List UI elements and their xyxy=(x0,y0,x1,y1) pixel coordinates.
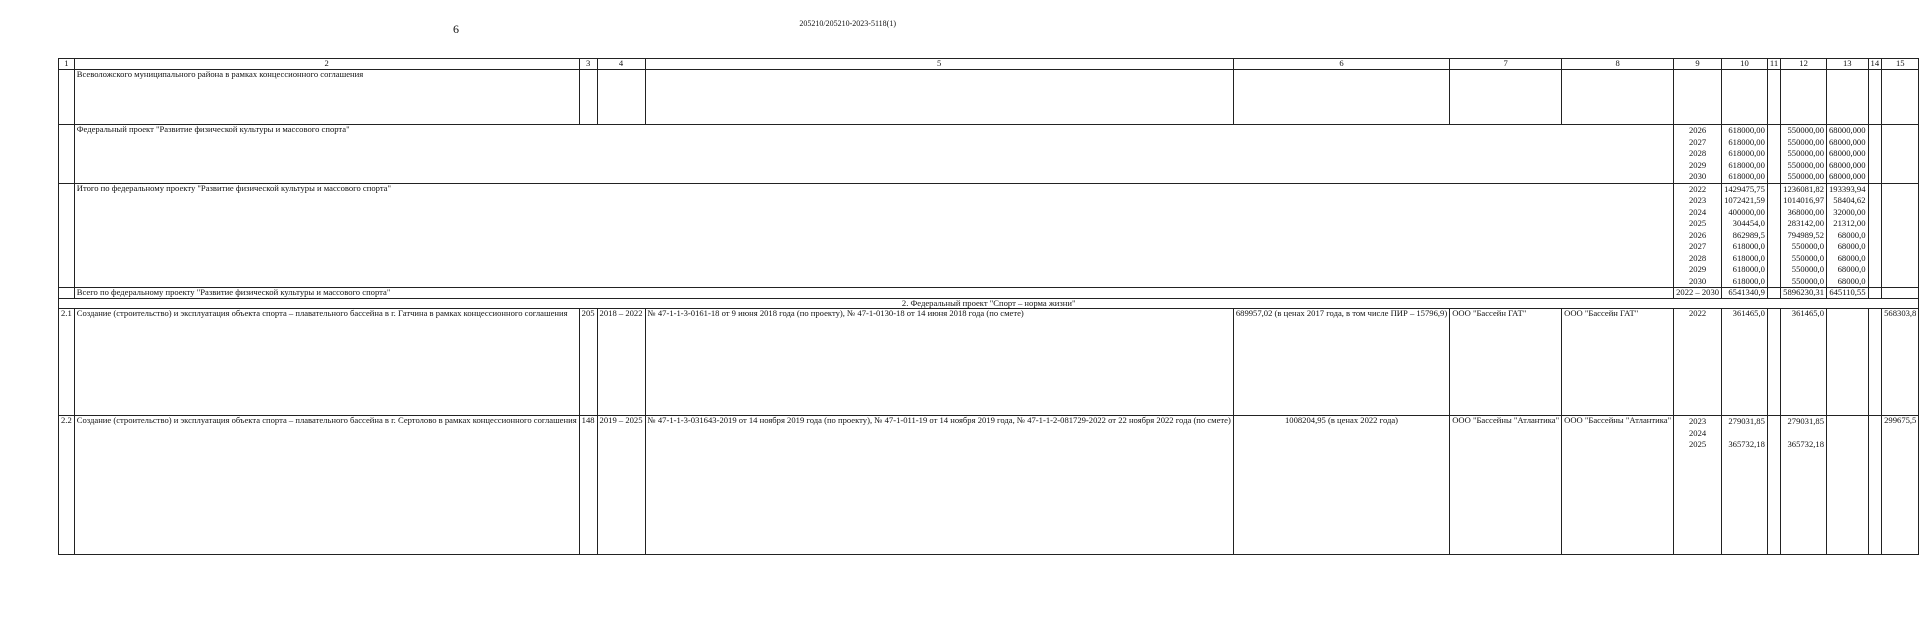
year-value: 2026 xyxy=(1688,125,1707,135)
table-row xyxy=(59,309,1919,416)
year-value: 2026 xyxy=(1688,229,1707,240)
col-header: 8 xyxy=(1562,59,1674,70)
total-cell: 6541340,9 xyxy=(1722,288,1768,299)
amount-value: 58404,62 xyxy=(1833,195,1866,205)
amount-value: 550000,0 xyxy=(1791,275,1824,286)
amount-value: 618000,0 xyxy=(1732,264,1765,274)
section-row xyxy=(59,298,1919,309)
years-cell xyxy=(1674,183,1722,288)
year-value: 2029 xyxy=(1688,264,1707,274)
table-row xyxy=(59,416,1919,555)
federal-project-row xyxy=(59,125,1919,184)
year-value: 2023 xyxy=(1688,195,1707,205)
amount-value: 550000,00 xyxy=(1787,148,1824,158)
developer-cell: ООО "Бассейн ГАТ" xyxy=(1562,309,1674,416)
amount-value: 618000,00 xyxy=(1728,159,1765,170)
col-header: 7 xyxy=(1450,59,1562,70)
amount-value: 550000,0 xyxy=(1791,241,1824,251)
customer-cell: ООО "Бассейны "Атлантика" xyxy=(1450,416,1562,555)
expertise-cell: № 47-1-1-3-031643-2019 от 14 ноября 2019 года (по проекту), № 47-1-011-19 от 14 ноября 2019 года, № 47-1-1-2-081729-2022 от 22 ноября 2022 года (по смете) xyxy=(645,416,1233,555)
amount-value: 618000,00 xyxy=(1728,171,1765,181)
amount-value: 794989,52 xyxy=(1787,229,1824,240)
object-name-cell: Создание (строительство) и эксплуатация объекта спорта – плавательного бассейна в г. Гатчина в рамках концессионного соглашения xyxy=(74,309,579,416)
federal-budget-cell: 5896230,31 xyxy=(1781,288,1827,299)
year-value: 2027 xyxy=(1688,136,1707,147)
amount-value: 618000,00 xyxy=(1728,136,1765,147)
total-cell: 361465,0 xyxy=(1722,309,1768,416)
amount-value: 68000,000 xyxy=(1829,125,1866,135)
estimated-cost-cell: 1008204,95 (в ценах 2022 года) xyxy=(1233,416,1449,555)
year-value: 2024 xyxy=(1688,206,1707,217)
col-header: 15 xyxy=(1882,59,1919,70)
year-value: 2022 xyxy=(1688,183,1707,194)
amount-value: 68000,0 xyxy=(1837,229,1866,240)
amount-value: 304454,0 xyxy=(1732,218,1765,228)
row-number: 2.1 xyxy=(59,309,75,416)
amount-value: 68000,0 xyxy=(1837,252,1866,263)
regional-budget-cell xyxy=(1827,125,1869,184)
customer-cell: ООО "Бассейн ГАТ" xyxy=(1450,309,1562,416)
year-value: 2027 xyxy=(1688,241,1707,251)
amount-value: 618000,0 xyxy=(1732,275,1765,286)
section-title: 2. Федеральный проект "Спорт – норма жизни" xyxy=(59,298,1919,309)
regional-budget-cell xyxy=(1827,183,1869,288)
estimated-cost-cell: 689957,02 (в ценах 2017 года, в том числе ПИР – 15796,9) xyxy=(1233,309,1449,416)
amount-value: 68000,0 xyxy=(1837,241,1866,251)
remaining-cost-cell: 299675,5 xyxy=(1882,416,1919,555)
federal-budget-cell: 361465,0 xyxy=(1781,309,1827,416)
amount-value: 1072421,59 xyxy=(1724,195,1765,205)
amount-value: 68000,000 xyxy=(1829,159,1866,170)
vsego-label: Всего по федеральному проекту "Развитие физической культуры и массового спорта" xyxy=(74,288,1673,299)
amount-value: 1014016,97 xyxy=(1783,195,1824,205)
amount-value: 618000,0 xyxy=(1732,252,1765,263)
amount-value: 550000,0 xyxy=(1791,264,1824,274)
expertise-cell: № 47-1-1-3-0161-18 от 9 июня 2018 года (по проекту), № 47-1-0130-18 от 14 июня 2018 года (по смете) xyxy=(645,309,1233,416)
amount-value: 68000,000 xyxy=(1829,171,1866,181)
col-header: 1 xyxy=(59,59,75,70)
amount-value: 279031,85 xyxy=(1728,416,1765,427)
col-header: 11 xyxy=(1767,59,1780,70)
amount-value: 365732,18 xyxy=(1787,439,1824,450)
amount-value: 368000,00 xyxy=(1787,206,1824,217)
amount-value: 550000,00 xyxy=(1787,125,1824,135)
itogo-label: Итого по федеральному проекту "Развитие физической культуры и массового спорта" xyxy=(74,183,1673,288)
federal-project-label: Федеральный проект "Развитие физической культуры и массового спорта" xyxy=(74,125,1673,184)
amount-value xyxy=(1724,428,1765,440)
budget-table xyxy=(58,58,1919,555)
amount-value: 68000,0 xyxy=(1837,264,1866,274)
years-cell xyxy=(1674,125,1722,184)
amount-value: 1429475,75 xyxy=(1724,183,1765,194)
amount-value: 283142,00 xyxy=(1787,218,1824,228)
vsego-row xyxy=(59,288,1919,299)
col-header: 3 xyxy=(579,59,597,70)
col-header: 13 xyxy=(1827,59,1869,70)
period-cell: 2018 – 2022 xyxy=(597,309,645,416)
total-cell xyxy=(1722,125,1768,184)
year-value: 2029 xyxy=(1688,159,1707,170)
amount-value: 550000,00 xyxy=(1787,136,1824,147)
amount-value: 21312,00 xyxy=(1833,218,1866,228)
year-value: 2030 xyxy=(1688,275,1707,286)
year-value: 2025 xyxy=(1688,439,1707,450)
col-header: 6 xyxy=(1233,59,1449,70)
period-cell: 2019 – 2025 xyxy=(597,416,645,555)
col-header: 2 xyxy=(74,59,579,70)
amount-value: 550000,00 xyxy=(1787,171,1824,181)
amount-value: 32000,00 xyxy=(1833,206,1866,217)
amount-value: 400000,00 xyxy=(1728,206,1765,217)
amount-value: 618000,0 xyxy=(1732,241,1765,251)
itogo-row xyxy=(59,183,1919,288)
col-header: 10 xyxy=(1722,59,1768,70)
amount-value: 279031,85 xyxy=(1787,416,1824,427)
year-cell: 2022 xyxy=(1674,309,1722,416)
year-value: 2030 xyxy=(1688,171,1707,181)
year-value: 2023 xyxy=(1688,416,1707,427)
col-header: 9 xyxy=(1674,59,1722,70)
row-number: 2.2 xyxy=(59,416,75,555)
object-name-cell: Создание (строительство) и эксплуатация объекта спорта – плавательного бассейна в г. Сертолово в рамках концессионного соглашения xyxy=(74,416,579,555)
amount-value: 68000,000 xyxy=(1829,148,1866,158)
amount-value: 550000,00 xyxy=(1787,159,1824,170)
document-id: 205210/205210-2023-5118(1) xyxy=(799,19,896,28)
federal-budget-cell xyxy=(1781,125,1827,184)
amount-value: 68000,000 xyxy=(1829,136,1866,147)
amount-value: 618000,00 xyxy=(1728,148,1765,158)
amount-value: 365732,18 xyxy=(1728,439,1765,450)
amount-value: 618000,00 xyxy=(1728,125,1765,135)
amount-value xyxy=(1783,428,1824,440)
year-value: 2028 xyxy=(1688,148,1707,158)
amount-value: 68000,0 xyxy=(1837,275,1866,286)
col-header: 5 xyxy=(645,59,1233,70)
amount-value: 1236081,82 xyxy=(1783,183,1824,194)
total-cell xyxy=(1722,416,1768,555)
federal-budget-cell xyxy=(1781,183,1827,288)
header-row xyxy=(59,59,1919,70)
continuation-row xyxy=(59,70,1919,125)
regional-budget-cell: 645110,55 xyxy=(1827,288,1869,299)
year-value: 2025 xyxy=(1688,218,1707,228)
amount-value: 193393,94 xyxy=(1829,183,1866,194)
federal-budget-cell xyxy=(1781,416,1827,555)
remaining-cost-cell: 568303,8 xyxy=(1882,309,1919,416)
page-number: 6 xyxy=(453,22,459,36)
years-cell: 2022 – 2030 xyxy=(1674,288,1722,299)
object-name-cell: Всеволожского муниципального района в рамках концессионного соглашения xyxy=(74,70,579,125)
col-header: 14 xyxy=(1868,59,1882,70)
col-header: 4 xyxy=(597,59,645,70)
total-cell xyxy=(1722,183,1768,288)
developer-cell: ООО "Бассейны "Атлантика" xyxy=(1562,416,1674,555)
amount-value: 550000,0 xyxy=(1791,252,1824,263)
capacity-cell: 205 xyxy=(579,309,597,416)
capacity-cell: 148 xyxy=(579,416,597,555)
amount-value: 862989,5 xyxy=(1732,229,1765,240)
year-value: 2024 xyxy=(1688,427,1707,438)
col-header: 12 xyxy=(1781,59,1827,70)
year-value: 2028 xyxy=(1688,252,1707,263)
years-cell xyxy=(1674,416,1722,555)
